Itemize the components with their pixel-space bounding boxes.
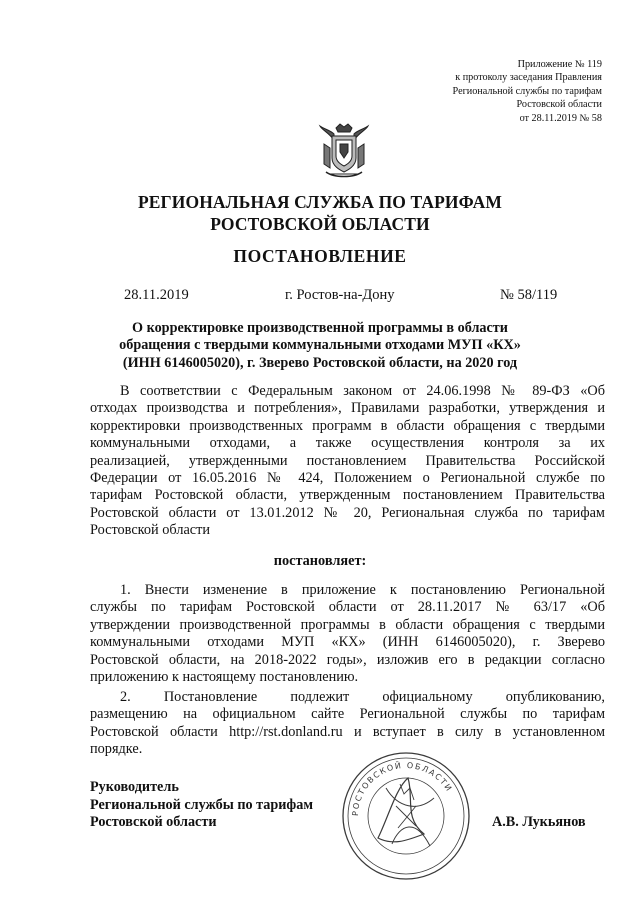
- organization-title: [0, 191, 640, 235]
- text-line: отходах производства и потребления», Правилами разработки, утверждения и: [90, 400, 605, 417]
- signatory-title-line: Руководитель: [90, 779, 179, 795]
- organization-title-line: РЕГИОНАЛЬНАЯ СЛУЖБА ПО ТАРИФАМ: [137, 192, 502, 212]
- text-line: размещению на официальном сайте Региональной службы по тарифам: [90, 706, 605, 723]
- text-line: Ростовской области http://rst.donland.ru и вступает в силу в установленном: [90, 723, 605, 740]
- text-line: 2. Постановление подлежит официальному опубликованию,: [120, 689, 605, 705]
- signer-name: А.В. Лукьянов: [492, 814, 586, 830]
- text-line: реализацией, утвержденными постановлением Правительства Российской: [90, 452, 605, 469]
- text-line: Ростовской области от 13.01.2012 № 20, Региональная служба по тарифам: [90, 504, 605, 521]
- appendix-line: Приложение № 119: [517, 59, 602, 70]
- signatory-title-line: Региональной службы по тарифам: [90, 796, 314, 813]
- text-line: утверждении производственной программы в области обращения с твердыми: [90, 616, 605, 633]
- subject-line: (ИНН 6146005020), г. Зверево Ростовской области, на 2020 год: [122, 354, 518, 371]
- signatory-title: [90, 779, 313, 832]
- text-line: В соответствии с Федеральным законом от 24.06.1998 № 89-ФЗ «Об: [120, 383, 605, 399]
- seal-text: РОСТОВСКОЙ ОБЛАСТИ: [350, 760, 454, 817]
- decree-word: постановляет:: [273, 553, 367, 569]
- text-line: корректировки производственных программ в области обращения с твердыми: [90, 417, 605, 434]
- signatory-title-line: Ростовской области: [90, 814, 217, 830]
- document-subject: [80, 320, 560, 372]
- appendix-line: Региональной службы по тарифам: [452, 85, 602, 97]
- document-number: № 58/119: [500, 287, 558, 303]
- document-date: 28.11.2019: [124, 287, 189, 303]
- organization-title-line: РОСТОВСКОЙ ОБЛАСТИ: [210, 214, 430, 234]
- coat-of-arms-icon: [318, 122, 370, 180]
- subject-line: О корректировке производственной программы в области: [132, 320, 508, 336]
- document-type: ПОСТАНОВЛЕНИЕ: [233, 246, 407, 266]
- text-line: коммунальными отходами, а также осуществления контроля за их: [90, 435, 605, 452]
- text-line: службы по тарифам Ростовской области от 28.11.2017 № 63/17 «Об: [90, 599, 605, 616]
- date-place-number-row: [0, 287, 640, 307]
- preamble-paragraph: [90, 383, 605, 540]
- text-line: Ростовской области: [90, 522, 211, 539]
- appendix-line: от 28.11.2019 № 58: [519, 112, 602, 124]
- text-line: Федерации от 16.05.2016 № 424, Положением о Региональной службе по: [90, 470, 605, 487]
- text-line: коммунальными отходами МУП «КХ» (ИНН 6146005020), г. Зверево: [90, 634, 605, 651]
- text-line: приложению к настоящему постановлению.: [90, 669, 359, 686]
- document-place: г. Ростов-на-Дону: [285, 287, 395, 303]
- appendix-line: Ростовской области: [516, 99, 602, 111]
- text-line: Ростовской области, на 2018-2022 годы», изложив его в редакции согласно: [90, 651, 605, 668]
- text-line: 1. Внести изменение в приложение к постановлению Региональной: [120, 582, 605, 598]
- appendix-note: [362, 58, 602, 125]
- text-line: порядке.: [90, 741, 143, 758]
- subject-line: обращения с твердыми коммунальными отходами МУП «КХ»: [119, 337, 521, 354]
- text-line: тарифам Ростовской области, утвержденным постановлением Правительства: [90, 487, 605, 504]
- appendix-line: к протоколу заседания Правления: [455, 72, 602, 84]
- official-seal-icon: [338, 748, 474, 884]
- item-1-paragraph: [90, 582, 605, 686]
